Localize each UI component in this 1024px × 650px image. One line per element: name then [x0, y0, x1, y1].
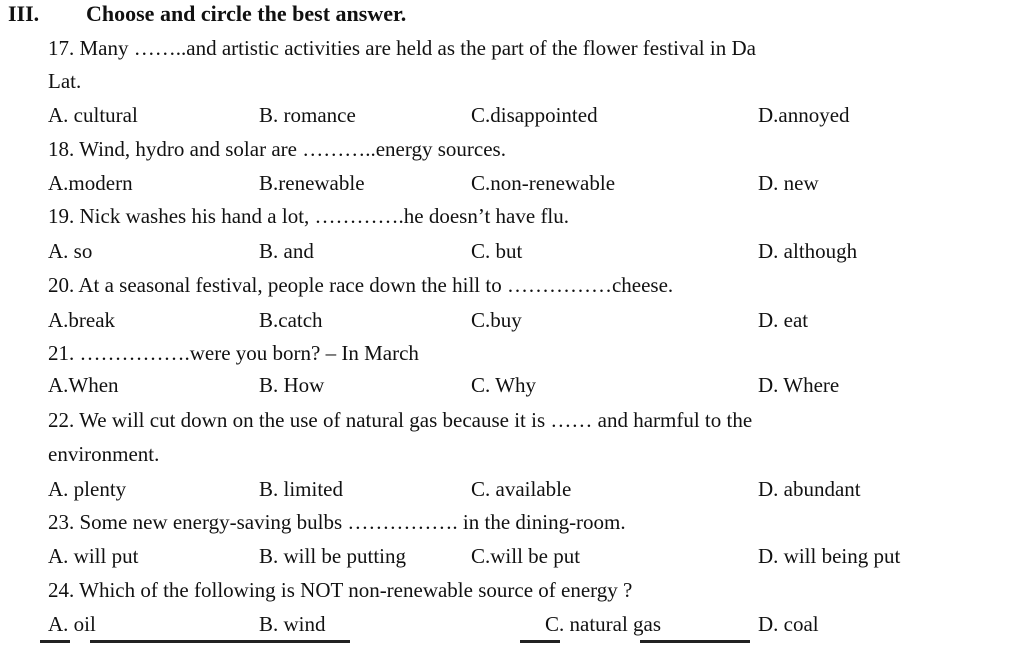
q24-option-b[interactable]: B. wind: [259, 612, 326, 636]
q20-option-a[interactable]: A.break: [48, 308, 116, 332]
q22-option-a[interactable]: A. plenty: [48, 477, 127, 501]
question-23: 23. Some new energy-saving bulbs ……………. in the dining-room.: [48, 510, 626, 534]
section-heading: [8, 1, 406, 27]
q19-option-c[interactable]: C. but: [471, 239, 523, 263]
section-number: III.: [8, 1, 40, 26]
q18-option-c[interactable]: C.non-renewable: [471, 171, 616, 195]
question-22: 22. We will cut down on the use of natural gas because it is …… and harmful to the: [48, 408, 753, 432]
q23-option-c[interactable]: C.will be put: [471, 544, 581, 568]
q20-option-c[interactable]: C.buy: [471, 308, 522, 332]
q17-option-a[interactable]: A. cultural: [48, 103, 138, 127]
q21-option-a[interactable]: A.When: [48, 373, 119, 397]
q21-option-c[interactable]: C. Why: [471, 373, 536, 397]
q22-option-d[interactable]: D. abundant: [758, 477, 861, 501]
q17-option-c[interactable]: C.disappointed: [471, 103, 598, 127]
q19-option-a[interactable]: A. so: [48, 239, 93, 263]
q24-option-a[interactable]: A. oil: [48, 612, 96, 636]
question-24: 24. Which of the following is NOT non-renewable source of energy ?: [48, 578, 633, 602]
q21-option-d[interactable]: D. Where: [758, 373, 840, 397]
q24-option-d[interactable]: D. coal: [758, 612, 819, 636]
question-22-continuation: environment.: [48, 442, 160, 466]
question-17-continuation: Lat.: [48, 69, 82, 93]
question-17: 17. Many ……..and artistic activities are held as the part of the flower festival in Da: [48, 36, 756, 60]
q23-option-a[interactable]: A. will put: [48, 544, 139, 568]
q24-option-c[interactable]: C. natural gas: [545, 612, 662, 636]
q18-option-a[interactable]: A.modern: [48, 171, 133, 195]
question-21: 21. …………….were you born? – In March: [48, 341, 419, 365]
section-title: Choose and circle the best answer.: [86, 1, 407, 26]
q19-option-d[interactable]: D. although: [758, 239, 858, 263]
question-19: 19. Nick washes his hand a lot, ………….he doesn’t have flu.: [48, 204, 570, 228]
q19-option-b[interactable]: B. and: [259, 239, 314, 263]
q21-option-b[interactable]: B. How: [259, 373, 325, 397]
q22-option-c[interactable]: C. available: [471, 477, 572, 501]
q22-option-b[interactable]: B. limited: [259, 477, 343, 501]
q23-option-b[interactable]: B. will be putting: [259, 544, 406, 568]
question-20: 20. At a seasonal festival, people race down the hill to ……………cheese.: [48, 273, 674, 297]
q17-option-d[interactable]: D.annoyed: [758, 103, 850, 127]
cropped-next-line: [0, 640, 1024, 650]
q18-option-d[interactable]: D. new: [758, 171, 819, 195]
q17-option-b[interactable]: B. romance: [259, 103, 356, 127]
q23-option-d[interactable]: D. will being put: [758, 544, 901, 568]
q18-option-b[interactable]: B.renewable: [259, 171, 365, 195]
q20-option-b[interactable]: B.catch: [259, 308, 323, 332]
question-18: 18. Wind, hydro and solar are ………..energy sources.: [48, 137, 506, 161]
q20-option-d[interactable]: D. eat: [758, 308, 809, 332]
